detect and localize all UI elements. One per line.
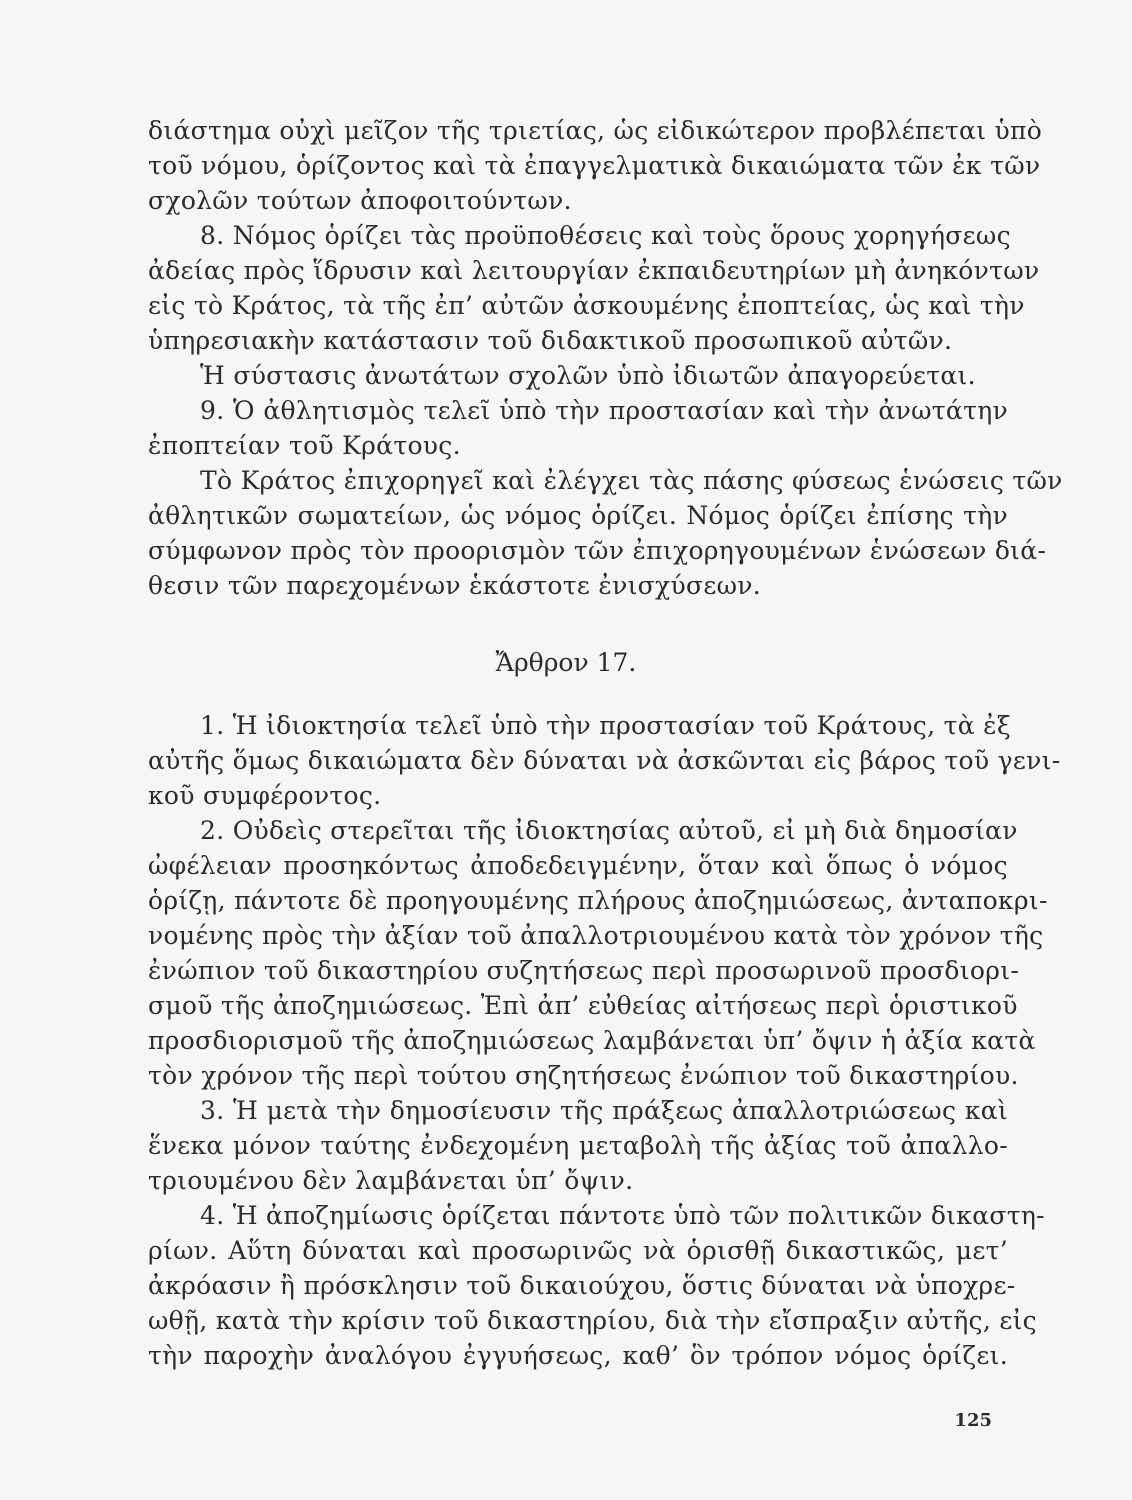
text-line: 3. Ἡ μετὰ τὴν δημοσίευσιν τῆς πράξεως ἀπαλλοτριώσεως καὶ [200, 1096, 1008, 1125]
page-number: 125 [954, 1410, 992, 1431]
text-line: νομένης πρὸς τὴν ἀξίαν τοῦ ἀπαλλοτριουμένου κατὰ τὸν χρόνον τῆς [148, 921, 1044, 950]
text-line: εἰς τὸ Κράτος, τὰ τῆς ἐπ’ αὐτῶν ἀσκουμένης ἐποπτείας, ὡς καὶ τὴν [148, 291, 1025, 320]
text-line: ὑπηρεσιακὴν κατάστασιν τοῦ διδακτικοῦ προσωπικοῦ αὐτῶν. [148, 326, 953, 355]
text-line: ὠφέλειαν προσηκόντως ἀποδεδειγμένην, ὅταν καὶ ὅπως ὁ νόμος [148, 851, 1008, 880]
text-line: ἀδείας πρὸς ἵδρυσιν καὶ λειτουργίαν ἐκπαιδευτηρίων μὴ ἀνηκόντων [148, 256, 1040, 285]
text-line: 2. Οὐδεὶς στερεῖται τῆς ἰδιοκτησίας αὐτοῦ, εἰ μὴ διὰ δημοσίαν [200, 816, 1018, 845]
text-line: κοῦ συμφέροντος. [148, 781, 382, 810]
text-line: 8. Νόμος ὁρίζει τὰς προϋποθέσεις καὶ τοὺς ὅρους χορηγήσεως [200, 221, 1011, 250]
text-line: ἐποπτείαν τοῦ Κράτους. [148, 431, 461, 460]
text-line: σύμφωνον πρὸς τὸν προορισμὸν τῶν ἐπιχορηγουμένων ἑνώσεων διά- [148, 536, 1047, 565]
text-line: διάστημα οὐχὶ μεῖζον τῆς τριετίας, ὡς εἰδικώτερον προβλέπεται ὑπὸ [148, 116, 1043, 145]
text-line: ἀθλητικῶν σωματείων, ὡς νόμος ὁρίζει. Νόμος ὁρίζει ἐπίσης τὴν [148, 501, 1008, 530]
text-line: ωθῇ, κατὰ τὴν κρίσιν τοῦ δικαστηρίου, διὰ τὴν εἴσπραξιν αὐτῆς, εἰς [148, 1306, 1037, 1335]
text-line: ἀκρόασιν ἢ πρόσκλησιν τοῦ δικαιούχου, ὅστις δύναται νὰ ὑποχρε- [148, 1271, 1016, 1300]
text-line: ρίων. Αὕτη δύναται καὶ προσωρινῶς νὰ ὁρισθῇ δικαστικῶς, μετ’ [148, 1236, 1008, 1265]
text-line: 4. Ἡ ἀποζημίωσις ὁρίζεται πάντοτε ὑπὸ τῶν πολιτικῶν δικαστη- [200, 1201, 1045, 1230]
text-line: ἕνεκα μόνον ταύτης ἐνδεχομένη μεταβολὴ τῆς ἀξίας τοῦ ἀπαλλο- [148, 1131, 1008, 1160]
text-line: τὸν χρόνον τῆς περὶ τούτου σηζητήσεως ἐνώπιον τοῦ δικαστηρίου. [148, 1061, 1019, 1090]
text-line: 9. Ὁ ἀθλητισμὸς τελεῖ ὑπὸ τὴν προστασίαν καὶ τὴν ἀνωτάτην [200, 396, 1008, 425]
text-line: σχολῶν τούτων ἀποφοιτούντων. [148, 186, 572, 215]
text-line: αὐτῆς ὅμως δικαιώματα δὲν δύναται νὰ ἀσκῶνται εἰς βάρος τοῦ γενι- [148, 746, 1061, 775]
text-line: θεσιν τῶν παρεχομένων ἑκάστοτε ἐνισχύσεων. [148, 571, 762, 600]
text-line: ὁρίζῃ, πάντοτε δὲ προηγουμένης πλήρους ἀποζημιώσεως, ἀνταποκρι- [148, 886, 1048, 915]
text-line: Τὸ Κράτος ἐπιχορηγεῖ καὶ ἐλέγχει τὰς πάσης φύσεως ἑνώσεις τῶν [200, 466, 1063, 495]
text-line: 1. Ἡ ἰδιοκτησία τελεῖ ὑπὸ τὴν προστασίαν τοῦ Κράτους, τὰ ἐξ [200, 711, 1011, 740]
text-line: τὴν παροχὴν ἀναλόγου ἐγγυήσεως, καθ’ ὃν τρόπον νόμος ὁρίζει. [148, 1341, 1008, 1370]
text-line: ἐνώπιον τοῦ δικαστηρίου συζητήσεως περὶ προσωρινοῦ προσδιορι- [148, 956, 1020, 985]
text-line: τριουμένου δὲν λαμβάνεται ὑπ’ ὄψιν. [148, 1166, 634, 1195]
article-heading: Ἄρθρον 17. [495, 648, 637, 677]
text-line: Ἡ σύστασις ἀνωτάτων σχολῶν ὑπὸ ἰδιωτῶν ἀπαγορεύεται. [200, 361, 976, 390]
text-line: σμοῦ τῆς ἀποζημιώσεως. Ἐπὶ ἀπ’ εὐθείας αἰτήσεως περὶ ὁριστικοῦ [148, 991, 1018, 1020]
text-line: προσδιορισμοῦ τῆς ἀποζημιώσεως λαμβάνεται ὑπ’ ὄψιν ἡ ἀξία κατὰ [148, 1026, 1036, 1055]
text-line: τοῦ νόμου, ὁρίζοντος καὶ τὰ ἐπαγγελματικὰ δικαιώματα τῶν ἐκ τῶν [148, 151, 1041, 180]
